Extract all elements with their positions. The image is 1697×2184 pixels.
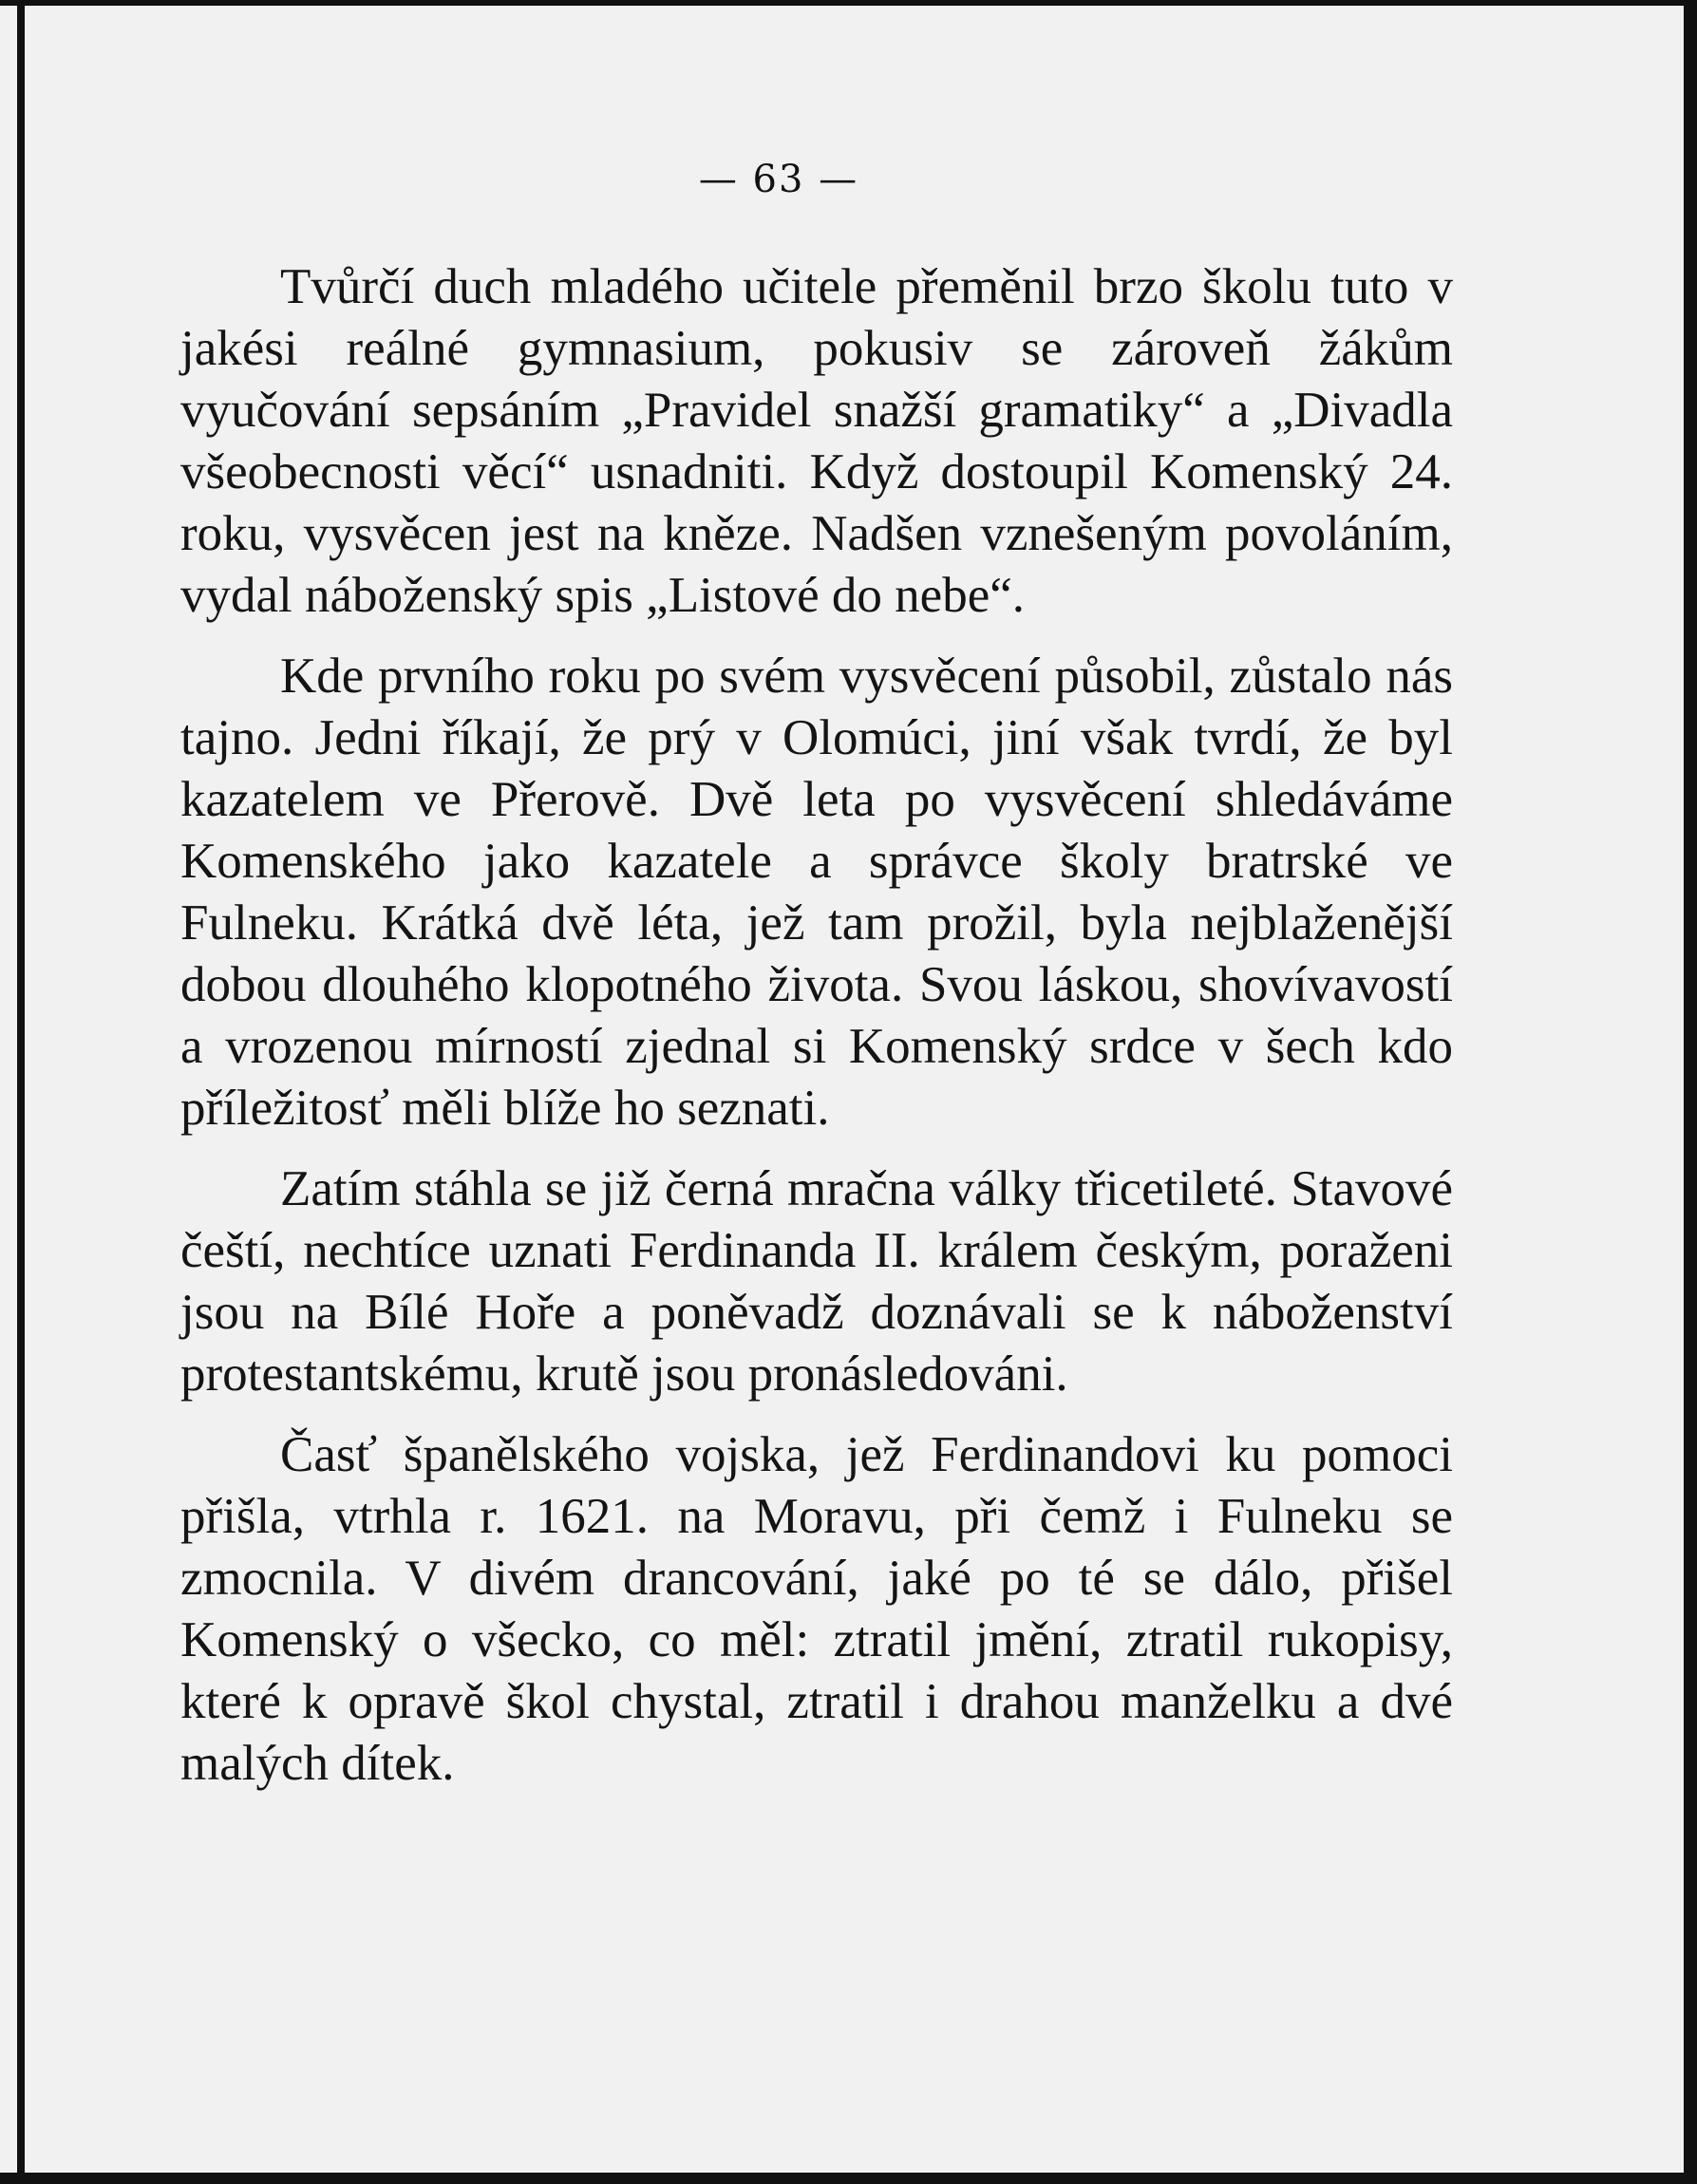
- body-text: [180, 256, 1453, 1814]
- paragraph-2: Kde prvního roku po svém vysvěcení působil, zůstalo nás tajno. Jedni říkají, že prý v Olomúci, jiní však tvrdí, že byl kazatelem ve Přerově. Dvě leta po vysvěcení shledáváme Komenského jako kazatele a správce školy bratrské ve Fulneku. Krátká dvě léta, jež tam prožil, byla nejblaženější dobou dlouhého klopotného života. Svou láskou, shovívavostí a vrozenou mírností zjednal si Komenský srdce v šech kdo příležitosť měli blíže ho seznati.: [180, 649, 1453, 1136]
- paragraph-3: Zatím stáhla se již černá mračna války třicetileté. Stavové čeští, nechtíce uznati Ferdinanda II. králem českým, poraženi jsou na Bílé Hoře a poněvadž doznávali se k náboženství protestantskému, krutě jsou pronásledováni.: [180, 1161, 1453, 1402]
- scan-border-right: [1684, 0, 1697, 2184]
- scan-border-bottom: [0, 2173, 1697, 2184]
- page-number: — 63 —: [698, 158, 859, 201]
- scan-border-top: [0, 0, 1697, 6]
- paragraph-1: Tvůrčí duch mladého učitele přeměnil brzo školu tuto v jakési reálné gymnasium, pokusiv se zároveň žákům vyučování sepsáním „Pravidel snažší gramatiky“ a „Divadla všeobecnosti věcí“ usnadniti. Když dostoupil Komenský 24. roku, vysvěcen jest na kněze. Nadšen vznešeným povoláním, vydal náboženský spis „Listové do nebe“.: [180, 259, 1453, 623]
- paragraph-4: Časť španělského vojska, jež Ferdinandovi ku pomoci přišla, vtrhla r. 1621. na Moravu, při čemž i Fulneku se zmocnila. V divém drancování, jaké po té se dálo, přišel Komenský o všecko, co měl: ztratil jmění, ztratil rukopisy, které k opravě škol chystal, ztratil i drahou manželku a dvé malých dítek.: [180, 1427, 1453, 1791]
- scan-border-left: [17, 0, 25, 2184]
